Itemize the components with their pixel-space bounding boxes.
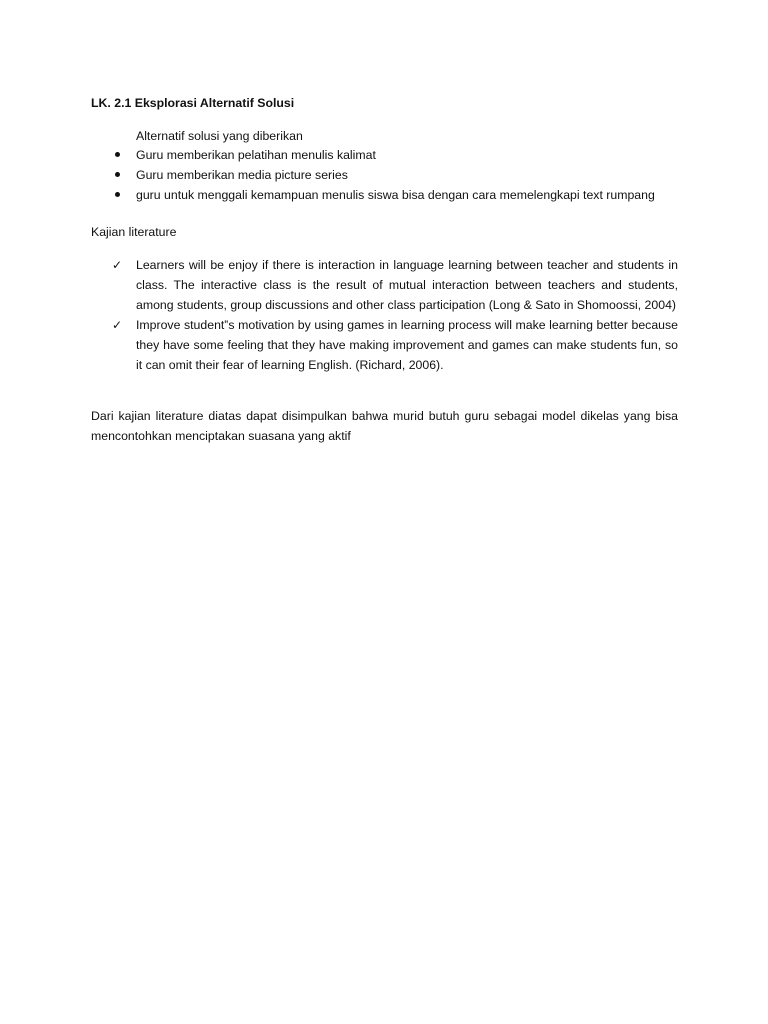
bullet-icon bbox=[115, 152, 120, 157]
list-item bbox=[114, 185, 734, 205]
conclusion-paragraph: Dari kajian literature diatas dapat disimpulkan bahwa murid butuh guru sebagai model dikelas yang bisa mencontohkan menciptakan suasana yang aktif bbox=[91, 409, 678, 443]
list-item bbox=[114, 165, 734, 185]
bullet-icon bbox=[115, 192, 120, 197]
list-item-text: guru untuk menggali kemampuan menulis siswa bisa dengan cara memelengkapi text rumpang bbox=[136, 188, 655, 202]
literature-list bbox=[112, 255, 678, 375]
page-title: LK. 2.1 Eksplorasi Alternatif Solusi bbox=[91, 96, 295, 110]
intro-text: Alternatif solusi yang diberikan bbox=[136, 129, 303, 143]
checkmark-icon: ✓ bbox=[112, 258, 123, 272]
list-item-text: Improve student‟s motivation by using games in learning process will make learning better because they have some feeling that they have making improvement and games can make students fun, so it can omit their fear of learning English. (Richard, 2006). bbox=[136, 318, 678, 372]
list-item bbox=[112, 255, 678, 315]
list-item bbox=[112, 315, 678, 375]
list-item-text: Guru memberikan media picture series bbox=[136, 168, 348, 182]
solution-list bbox=[114, 145, 734, 205]
bullet-icon bbox=[115, 172, 120, 177]
list-item-text: Guru memberikan pelatihan menulis kalimat bbox=[136, 148, 376, 162]
list-item-text: Learners will be enjoy if there is interaction in language learning between teacher and students in class. The interactive class is the result of mutual interaction between teachers and students, among students, group discussions and other class participation (Long & Sato in Shomoossi, 2004) bbox=[136, 258, 678, 312]
list-item bbox=[114, 145, 734, 165]
checkmark-icon: ✓ bbox=[112, 318, 123, 332]
section-heading: Kajian literature bbox=[91, 225, 177, 239]
